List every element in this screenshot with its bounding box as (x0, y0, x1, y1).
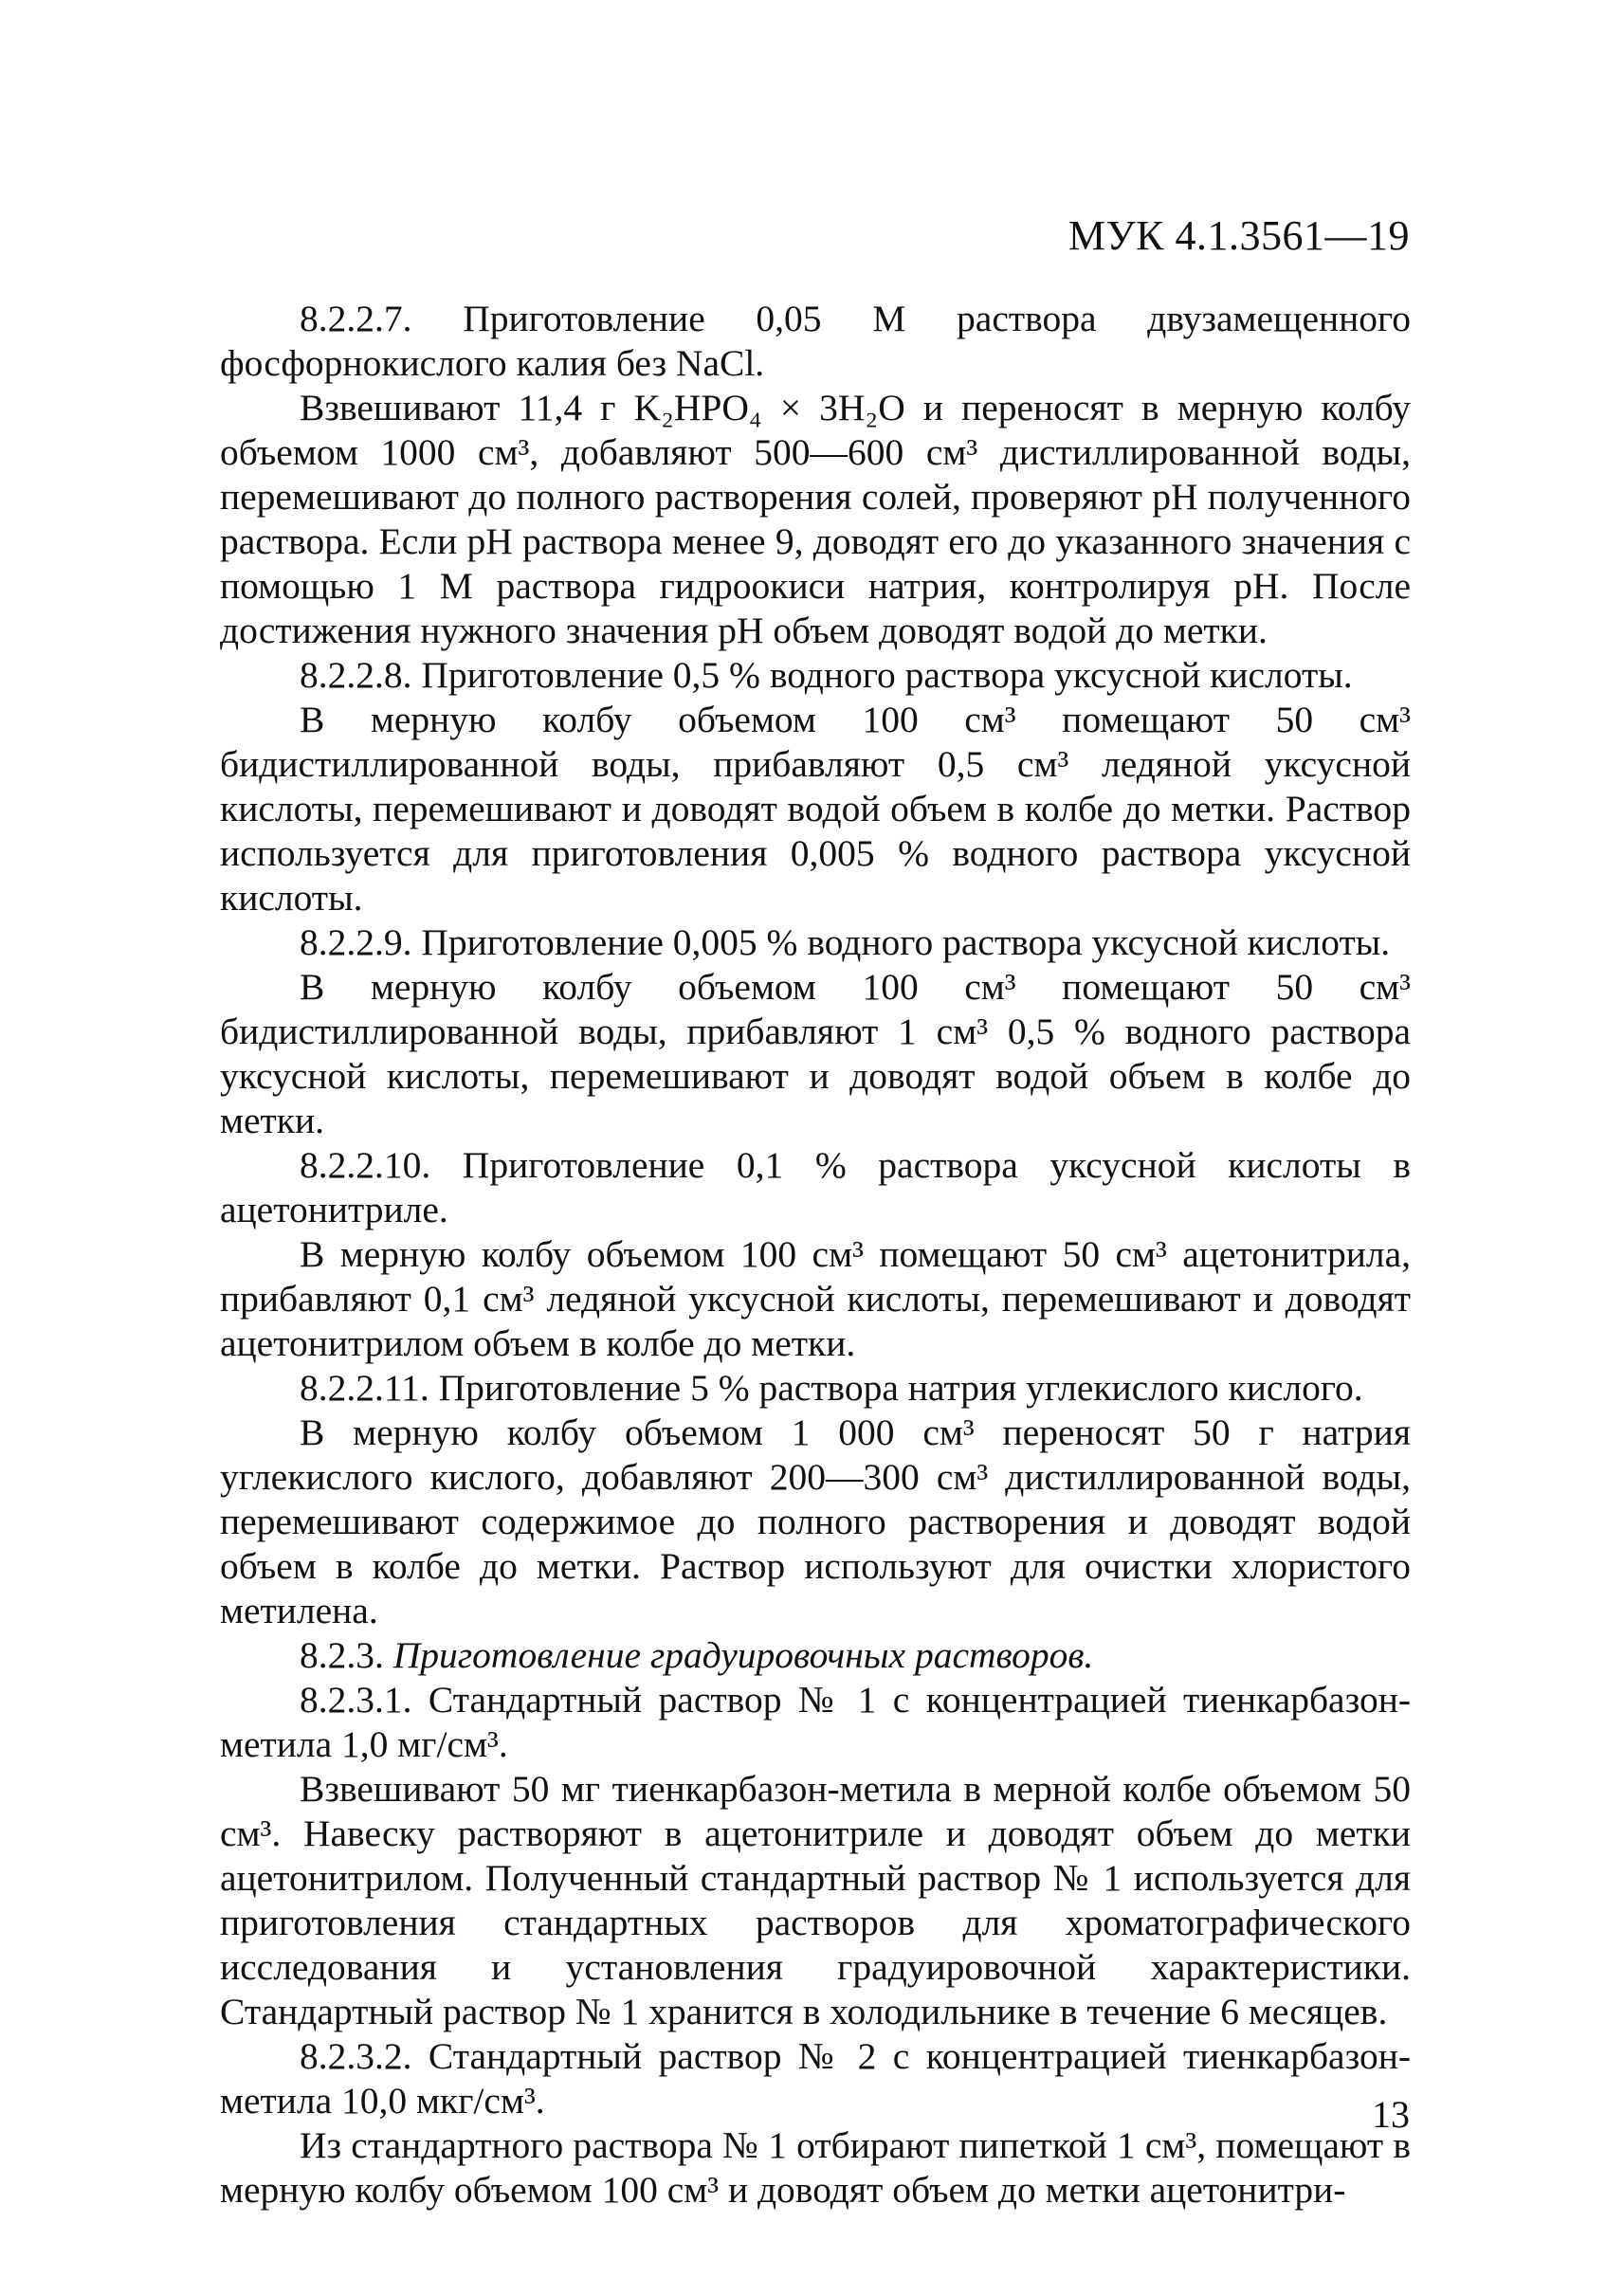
paragraph-sodium-bicarbonate-procedure: В мерную колбу объемом 1 000 см³ переносят 50 г натрия углекислого кислого, добавляют 200—300 см³ дистиллированной воды, перемешивают содержимое до полного растворения и доводят водой объем в колбе до метки. Раствор используют для очистки хлористого метилена. (220, 1412, 1411, 1631)
paragraph-acetic-0-005-procedure: В мерную колбу объемом 100 см³ помещают 50 см³ бидистиллированной воды, прибавляют 1 см³ 0,5 % водного раствора уксусной кислоты, перемешивают и доводят водой объем в колбе до метки. (220, 966, 1411, 1141)
paragraph-8-2-2-8: 8.2.2.8. Приготовление 0,5 % водного раствора уксусной кислоты. (300, 654, 1353, 696)
section-title-italic: Приготовление градуировочных растворов. (392, 1634, 1094, 1676)
paragraph-8-2-3-2: 8.2.3.2. Стандартный раствор № 2 с концентрацией тиенкарбазон-метила 10,0 мкг/см³. (220, 2035, 1411, 2122)
page-number: 13 (1372, 2093, 1410, 2136)
paragraph-standard-solution-2-procedure: Из стандартного раствора № 1 отбирают пипеткой 1 см³, помещают в мерную колбу объемом 100 см³ и доводят объем до метки ацетонитри- (220, 2124, 1411, 2211)
paragraph-8-2-2-10: 8.2.2.10. Приготовление 0,1 % раствора уксусной кислоты в ацетонитриле. (220, 1144, 1411, 1230)
document-code-header: МУК 4.1.3561—19 (1067, 212, 1410, 259)
paragraph-k2hpo4-procedure: Взвешивают 11,4 г K₂HPO₄ × 3H₂O и переносят в мерную колбу объемом 1000 см³, добавляют 500—600 см³ дистиллированной воды, перемешивают до полного растворения солей, проверяют pH полученного раствора. Если pH раствора менее 9, доводят его до указанного значения с помощью 1 М раствора гидроокиси натрия, контролируя pH. После достижения нужного значения pH объем доводят водой до метки. (220, 387, 1411, 651)
paragraph-8-2-2-11: 8.2.2.11. Приготовление 5 % раствора натрия углекислого кислого. (300, 1367, 1363, 1409)
section-number: 8.2.3. (300, 1634, 393, 1676)
paragraph-standard-solution-1-procedure: Взвешивают 50 мг тиенкарбазон-метила в мерной колбе объемом 50 см³. Навеску растворяют в ацетонитриле и доводят объем до метки ацетонитрилом. Полученный стандартный раствор № 1 используется для приготовления стандартных растворов для хроматографического исследования и установления градуировочной характеристики. Стандартный раствор № 1 хранится в холодильнике в течение 6 месяцев. (220, 1768, 1411, 2032)
paragraph-acetonitrile-acetic-procedure: В мерную колбу объемом 100 см³ помещают 50 см³ ацетонитрила, прибавляют 0,1 см³ ледяной уксусной кислоты, перемешивают и доводят ацетонитрилом объем в колбе до метки. (220, 1233, 1411, 1364)
body-text (220, 297, 1411, 2213)
paragraph-8-2-2-7: 8.2.2.7. Приготовление 0,05 М раствора двузамещенного фосфорнокислого калия без NaCl. (220, 298, 1411, 384)
paragraph-8-2-2-9: 8.2.2.9. Приготовление 0,005 % водного раствора уксусной кислоты. (300, 921, 1391, 963)
paragraph-8-2-3 (220, 1633, 1411, 1678)
paragraph-acetic-0-5-procedure: В мерную колбу объемом 100 см³ помещают 50 см³ бидистиллированной воды, прибавляют 0,5 см³ ледяной уксусной кислоты, перемешивают и доводят водой объем в колбе до метки. Раствор используется для приготовления 0,005 % водного раствора уксусной кислоты. (220, 699, 1411, 919)
paragraph-8-2-3-1: 8.2.3.1. Стандартный раствор № 1 с концентрацией тиенкарбазон-метила 1,0 мг/см³. (220, 1679, 1411, 1765)
